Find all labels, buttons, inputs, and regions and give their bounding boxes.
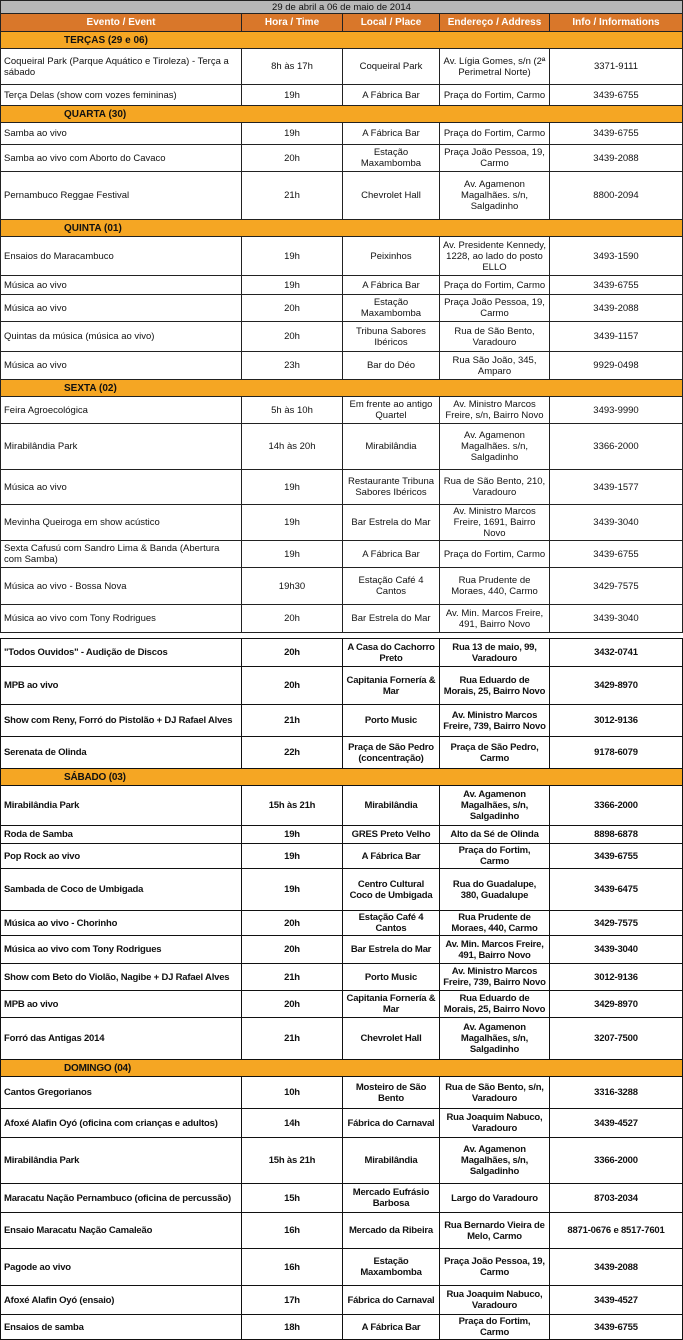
address-cell: Av. Agamenon Magalhães. s/n, Salgadinho	[440, 424, 550, 470]
address-cell: Rua de São Bento, 210, Varadouro	[440, 470, 550, 505]
info-cell: 3439-1157	[550, 322, 683, 352]
info-cell: 3439-2088	[550, 145, 683, 172]
event-row	[1, 397, 683, 424]
event-row	[1, 237, 683, 276]
info-cell: 3439-2088	[550, 1249, 683, 1286]
place-cell: Estação Maxambomba	[343, 295, 440, 322]
event-row	[1, 786, 683, 826]
info-cell: 3493-9990	[550, 397, 683, 424]
info-cell: 3207-7500	[550, 1018, 683, 1060]
place-cell: Bar Estrela do Mar	[343, 605, 440, 633]
info-cell: 9929-0498	[550, 352, 683, 380]
place-cell: Estação Café 4 Cantos	[343, 911, 440, 936]
info-cell: 3429-8970	[550, 667, 683, 705]
place-cell: A Fábrica Bar	[343, 844, 440, 869]
event-row	[1, 964, 683, 991]
info-cell: 3493-1590	[550, 237, 683, 276]
header-address: Endereço / Address	[440, 14, 550, 32]
address-cell: Praça do Fortim, Carmo	[440, 123, 550, 145]
event-row	[1, 295, 683, 322]
place-cell: A Casa do Cachorro Preto	[343, 639, 440, 667]
event-row	[1, 541, 683, 568]
time-cell: 20h	[242, 145, 343, 172]
place-cell: A Fábrica Bar	[343, 123, 440, 145]
info-cell: 3366-2000	[550, 1138, 683, 1184]
time-cell: 21h	[242, 1018, 343, 1060]
place-cell: Peixinhos	[343, 237, 440, 276]
event-row	[1, 936, 683, 964]
event-row	[1, 1249, 683, 1286]
info-cell: 3439-6755	[550, 541, 683, 568]
place-cell: Tribuna Sabores Ibéricos	[343, 322, 440, 352]
event-row	[1, 352, 683, 380]
place-cell: Mosteiro de São Bento	[343, 1077, 440, 1109]
place-cell: A Fábrica Bar	[343, 85, 440, 106]
address-cell: Av. Ministro Marcos Freire, 739, Bairro Novo	[440, 705, 550, 737]
address-cell: Rua Bernardo Vieira de Melo, Carmo	[440, 1213, 550, 1249]
event-row	[1, 869, 683, 911]
event-row	[1, 1184, 683, 1213]
event-cell: Sexta Cafusú com Sandro Lima & Banda (Abertura com Samba)	[1, 541, 242, 568]
event-cell: Sambada de Coco de Umbigada	[1, 869, 242, 911]
address-cell: Rua de São Bento, Varadouro	[440, 322, 550, 352]
event-cell: Ensaio Maracatu Nação Camaleão	[1, 1213, 242, 1249]
day-section-header	[1, 32, 683, 49]
time-cell: 16h	[242, 1249, 343, 1286]
event-row	[1, 991, 683, 1018]
info-cell: 3012-9136	[550, 705, 683, 737]
address-cell: Praça do Fortim, Carmo	[440, 541, 550, 568]
info-cell: 3439-1577	[550, 470, 683, 505]
address-cell: Av. Min. Marcos Freire, 491, Bairro Novo	[440, 936, 550, 964]
address-cell: Praça João Pessoa, 19, Carmo	[440, 295, 550, 322]
place-cell: Capitania Fornería & Mar	[343, 991, 440, 1018]
day-section-header	[1, 220, 683, 237]
time-cell: 19h	[242, 826, 343, 844]
info-cell: 3439-6755	[550, 1315, 683, 1340]
place-cell: Fábrica do Carnaval	[343, 1109, 440, 1138]
place-cell: Centro Cultural Coco de Umbigada	[343, 869, 440, 911]
place-cell: Mercado da Ribeira	[343, 1213, 440, 1249]
event-row	[1, 123, 683, 145]
time-cell: 19h	[242, 470, 343, 505]
place-cell: Bar Estrela do Mar	[343, 936, 440, 964]
time-cell: 22h	[242, 737, 343, 769]
event-cell: Show com Reny, Forró do Pistolão + DJ Rafael Alves	[1, 705, 242, 737]
place-cell: Estação Maxambomba	[343, 1249, 440, 1286]
event-cell: Música ao vivo com Tony Rodrigues	[1, 936, 242, 964]
event-cell: Serenata de Olinda	[1, 737, 242, 769]
info-cell: 3439-4527	[550, 1109, 683, 1138]
time-cell: 19h	[242, 237, 343, 276]
time-cell: 19h	[242, 869, 343, 911]
header-info: Info / Informations	[550, 14, 683, 32]
info-cell: 3429-7575	[550, 568, 683, 605]
event-row	[1, 639, 683, 667]
day-label: TERÇAS (29 e 06)	[64, 34, 148, 46]
address-cell: Praça de São Pedro, Carmo	[440, 737, 550, 769]
time-cell: 21h	[242, 172, 343, 220]
event-cell: Mirabilândia Park	[1, 424, 242, 470]
address-cell: Praça do Fortim, Carmo	[440, 1315, 550, 1340]
time-cell: 20h	[242, 936, 343, 964]
address-cell: Largo do Varadouro	[440, 1184, 550, 1213]
address-cell: Av. Agamenon Magalhães. s/n, Salgadinho	[440, 172, 550, 220]
address-cell: Av. Agamenon Magalhães, s/n, Salgadinho	[440, 1018, 550, 1060]
place-cell: Mirabilândia	[343, 1138, 440, 1184]
event-row	[1, 667, 683, 705]
event-row	[1, 1286, 683, 1315]
event-cell: Música ao vivo	[1, 352, 242, 380]
place-cell: A Fábrica Bar	[343, 541, 440, 568]
time-cell: 14h às 20h	[242, 424, 343, 470]
place-cell: Praça de São Pedro (concentração)	[343, 737, 440, 769]
event-cell: Maracatu Nação Pernambuco (oficina de percussão)	[1, 1184, 242, 1213]
day-section-header	[1, 380, 683, 397]
info-cell: 8898-6878	[550, 826, 683, 844]
address-cell: Rua 13 de maio, 99, Varadouro	[440, 639, 550, 667]
event-row	[1, 85, 683, 106]
time-cell: 19h	[242, 123, 343, 145]
address-cell: Praça do Fortim, Carmo	[440, 276, 550, 295]
event-row	[1, 1018, 683, 1060]
info-cell: 3366-2000	[550, 424, 683, 470]
info-cell: 3429-8970	[550, 991, 683, 1018]
place-cell: Mercado Eufrásio Barbosa	[343, 1184, 440, 1213]
time-cell: 19h30	[242, 568, 343, 605]
day-section-header	[1, 1060, 683, 1077]
time-cell: 20h	[242, 911, 343, 936]
address-cell: Rua Eduardo de Morais, 25, Bairro Novo	[440, 667, 550, 705]
event-cell: "Todos Ouvidos" - Audição de Discos	[1, 639, 242, 667]
place-cell: A Fábrica Bar	[343, 1315, 440, 1340]
event-cell: Afoxé Alafin Oyó (ensaio)	[1, 1286, 242, 1315]
time-cell: 19h	[242, 85, 343, 106]
events-table-bottom	[0, 638, 683, 1340]
address-cell: Av. Lígia Gomes, s/n (2ª Perimetral Norte)	[440, 49, 550, 85]
place-cell: Em frente ao antigo Quartel	[343, 397, 440, 424]
info-cell: 3439-6755	[550, 123, 683, 145]
event-row	[1, 505, 683, 541]
time-cell: 21h	[242, 705, 343, 737]
place-cell: Chevrolet Hall	[343, 1018, 440, 1060]
address-cell: Rua São João, 345, Amparo	[440, 352, 550, 380]
info-cell: 3439-2088	[550, 295, 683, 322]
event-row	[1, 1213, 683, 1249]
time-cell: 20h	[242, 605, 343, 633]
event-row	[1, 844, 683, 869]
place-cell: Porto Music	[343, 964, 440, 991]
place-cell: Mirabilândia	[343, 786, 440, 826]
address-cell: Av. Agamenon Magalhães, s/n, Salgadinho	[440, 786, 550, 826]
event-cell: Mirabilândia Park	[1, 786, 242, 826]
time-cell: 23h	[242, 352, 343, 380]
place-cell: Mirabilândia	[343, 424, 440, 470]
address-cell: Rua Eduardo de Morais, 25, Bairro Novo	[440, 991, 550, 1018]
event-row	[1, 911, 683, 936]
event-row	[1, 49, 683, 85]
header-place: Local / Place	[343, 14, 440, 32]
time-cell: 18h	[242, 1315, 343, 1340]
event-row	[1, 737, 683, 769]
place-cell: Bar do Déo	[343, 352, 440, 380]
event-cell: Música ao vivo	[1, 276, 242, 295]
event-cell: Mirabilândia Park	[1, 1138, 242, 1184]
event-row	[1, 470, 683, 505]
event-row	[1, 568, 683, 605]
time-cell: 5h às 10h	[242, 397, 343, 424]
info-cell: 3439-6755	[550, 85, 683, 106]
day-section-header	[1, 106, 683, 123]
place-cell: Bar Estrela do Mar	[343, 505, 440, 541]
day-label: SÁBADO (03)	[64, 771, 126, 783]
place-cell: Fábrica do Carnaval	[343, 1286, 440, 1315]
event-cell: MPB ao vivo	[1, 991, 242, 1018]
event-row	[1, 705, 683, 737]
time-cell: 8h às 17h	[242, 49, 343, 85]
info-cell: 3012-9136	[550, 964, 683, 991]
address-cell: Rua Prudente de Moraes, 440, Carmo	[440, 568, 550, 605]
sheet-title: 29 de abril a 06 de maio de 2014	[1, 1, 683, 14]
info-cell: 3432-0741	[550, 639, 683, 667]
time-cell: 17h	[242, 1286, 343, 1315]
event-row	[1, 1109, 683, 1138]
time-cell: 15h às 21h	[242, 786, 343, 826]
place-cell: A Fábrica Bar	[343, 276, 440, 295]
address-cell: Av. Presidente Kennedy, 1228, ao lado do posto ELLO	[440, 237, 550, 276]
event-cell: Ensaios de samba	[1, 1315, 242, 1340]
event-cell: Terça Delas (show com vozes femininas)	[1, 85, 242, 106]
info-cell: 3439-3040	[550, 605, 683, 633]
event-row	[1, 145, 683, 172]
place-cell: Porto Music	[343, 705, 440, 737]
address-cell: Rua Joaquim Nabuco, Varadouro	[440, 1109, 550, 1138]
address-cell: Av. Ministro Marcos Freire, s/n, Bairro Novo	[440, 397, 550, 424]
header-event: Evento / Event	[1, 14, 242, 32]
header-row	[1, 14, 683, 32]
time-cell: 19h	[242, 505, 343, 541]
time-cell: 21h	[242, 964, 343, 991]
day-section-header	[1, 769, 683, 786]
day-label: QUARTA (30)	[64, 108, 127, 120]
event-row	[1, 322, 683, 352]
time-cell: 15h às 21h	[242, 1138, 343, 1184]
time-cell: 20h	[242, 991, 343, 1018]
header-time: Hora / Time	[242, 14, 343, 32]
place-cell: GRES Preto Velho	[343, 826, 440, 844]
place-cell: Estação Maxambomba	[343, 145, 440, 172]
event-cell: Música ao vivo - Chorinho	[1, 911, 242, 936]
event-cell: Mevinha Queiroga em show acústico	[1, 505, 242, 541]
info-cell: 3366-2000	[550, 786, 683, 826]
address-cell: Rua Joaquim Nabuco, Varadouro	[440, 1286, 550, 1315]
event-cell: Afoxé Alafin Oyó (oficina com crianças e adultos)	[1, 1109, 242, 1138]
event-cell: Música ao vivo com Tony Rodrigues	[1, 605, 242, 633]
event-row	[1, 1138, 683, 1184]
event-cell: Pagode ao vivo	[1, 1249, 242, 1286]
event-cell: Show com Beto do Violão, Nagibe + DJ Rafael Alves	[1, 964, 242, 991]
address-cell: Praça do Fortim, Carmo	[440, 844, 550, 869]
event-row	[1, 424, 683, 470]
event-cell: Música ao vivo	[1, 470, 242, 505]
day-label: DOMINGO (04)	[64, 1062, 132, 1074]
info-cell: 3316-3288	[550, 1077, 683, 1109]
address-cell: Praça João Pessoa, 19, Carmo	[440, 1249, 550, 1286]
time-cell: 10h	[242, 1077, 343, 1109]
info-cell: 3371-9111	[550, 49, 683, 85]
address-cell: Praça do Fortim, Carmo	[440, 85, 550, 106]
info-cell: 9178-6079	[550, 737, 683, 769]
event-cell: Coqueiral Park (Parque Aquático e Tiroleza) - Terça a sábado	[1, 49, 242, 85]
info-cell: 3439-6755	[550, 844, 683, 869]
event-cell: Roda de Samba	[1, 826, 242, 844]
info-cell: 8871-0676 e 8517-7601	[550, 1213, 683, 1249]
event-cell: Música ao vivo	[1, 295, 242, 322]
time-cell: 14h	[242, 1109, 343, 1138]
event-cell: Samba ao vivo	[1, 123, 242, 145]
info-cell: 3429-7575	[550, 911, 683, 936]
event-cell: Quintas da música (música ao vivo)	[1, 322, 242, 352]
address-cell: Av. Ministro Marcos Freire, 1691, Bairro Novo	[440, 505, 550, 541]
day-label: SEXTA (02)	[64, 382, 117, 394]
info-cell: 3439-4527	[550, 1286, 683, 1315]
address-cell: Rua de São Bento, s/n, Varadouro	[440, 1077, 550, 1109]
place-cell: Estação Café 4 Cantos	[343, 568, 440, 605]
day-label: QUINTA (01)	[64, 222, 122, 234]
events-table-top	[0, 0, 683, 633]
place-cell: Capitania Fornería & Mar	[343, 667, 440, 705]
event-row	[1, 172, 683, 220]
info-cell: 3439-6755	[550, 276, 683, 295]
address-cell: Av. Agamenon Magalhães, s/n, Salgadinho	[440, 1138, 550, 1184]
address-cell: Rua do Guadalupe, 380, Guadalupe	[440, 869, 550, 911]
event-cell: Feira Agroecológica	[1, 397, 242, 424]
place-cell: Chevrolet Hall	[343, 172, 440, 220]
info-cell: 8800-2094	[550, 172, 683, 220]
address-cell: Av. Min. Marcos Freire, 491, Bairro Novo	[440, 605, 550, 633]
time-cell: 16h	[242, 1213, 343, 1249]
address-cell: Rua Prudente de Moraes, 440, Carmo	[440, 911, 550, 936]
time-cell: 19h	[242, 844, 343, 869]
address-cell: Alto da Sé de Olinda	[440, 826, 550, 844]
time-cell: 20h	[242, 639, 343, 667]
place-cell: Coqueiral Park	[343, 49, 440, 85]
info-cell: 3439-6475	[550, 869, 683, 911]
event-row	[1, 605, 683, 633]
event-row	[1, 1315, 683, 1340]
time-cell: 20h	[242, 667, 343, 705]
event-cell: Cantos Gregorianos	[1, 1077, 242, 1109]
event-cell: Samba ao vivo com Aborto do Cavaco	[1, 145, 242, 172]
info-cell: 3439-3040	[550, 505, 683, 541]
time-cell: 19h	[242, 541, 343, 568]
info-cell: 3439-3040	[550, 936, 683, 964]
event-row	[1, 276, 683, 295]
time-cell: 19h	[242, 276, 343, 295]
event-cell: Música ao vivo - Bossa Nova	[1, 568, 242, 605]
time-cell: 20h	[242, 295, 343, 322]
address-cell: Praça João Pessoa, 19, Carmo	[440, 145, 550, 172]
event-row	[1, 1077, 683, 1109]
event-cell: Pop Rock ao vivo	[1, 844, 242, 869]
event-cell: Ensaios do Maracambuco	[1, 237, 242, 276]
info-cell: 8703-2034	[550, 1184, 683, 1213]
address-cell: Av. Ministro Marcos Freire, 739, Bairro Novo	[440, 964, 550, 991]
event-row	[1, 826, 683, 844]
place-cell: Restaurante Tribuna Sabores Ibéricos	[343, 470, 440, 505]
time-cell: 20h	[242, 322, 343, 352]
event-cell: MPB ao vivo	[1, 667, 242, 705]
event-cell: Pernambuco Reggae Festival	[1, 172, 242, 220]
event-cell: Forró das Antigas 2014	[1, 1018, 242, 1060]
time-cell: 15h	[242, 1184, 343, 1213]
